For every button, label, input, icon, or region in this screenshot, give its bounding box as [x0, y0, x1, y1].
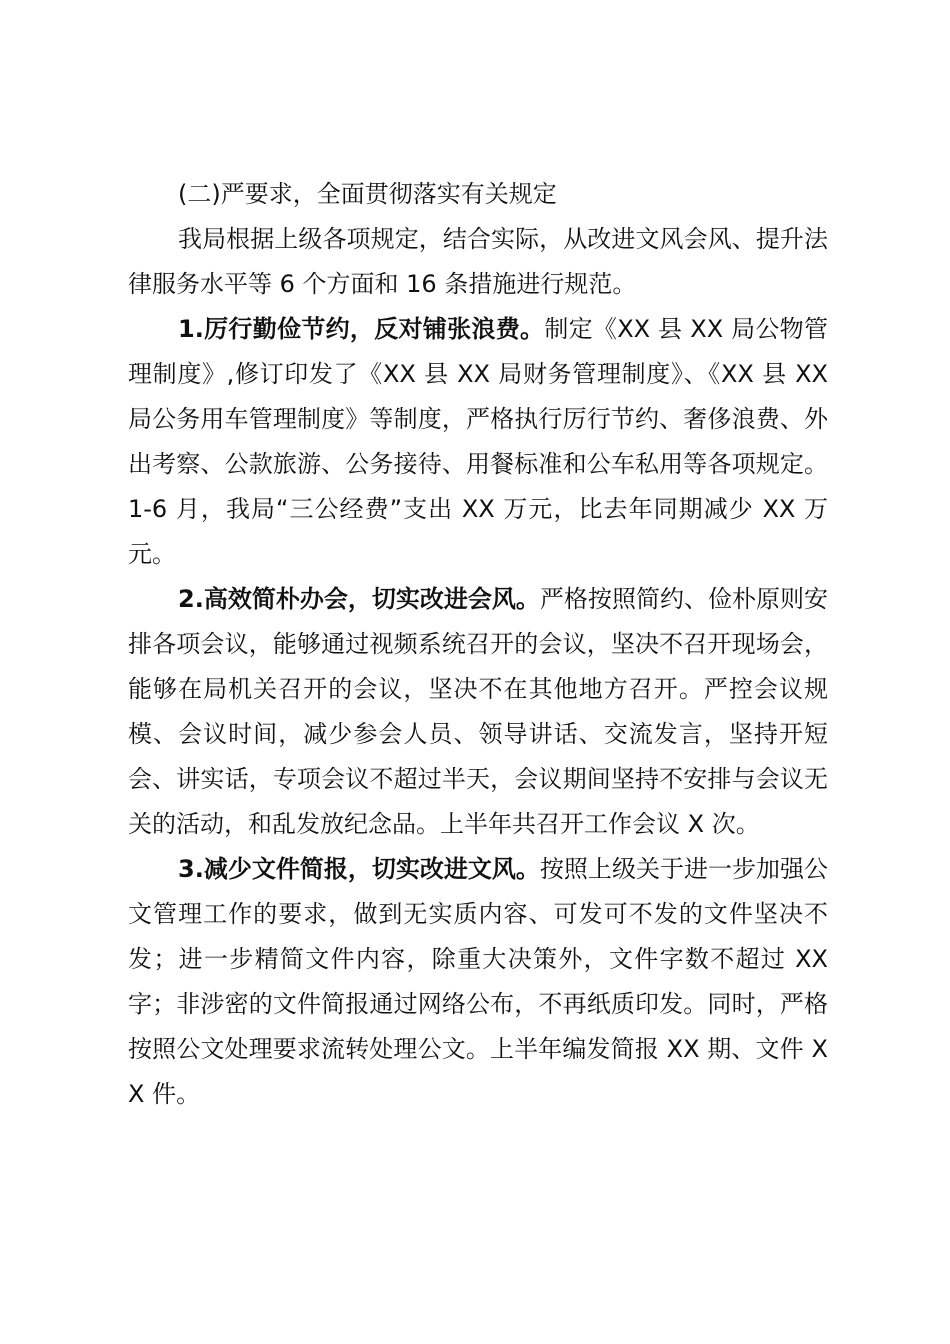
item-paragraph-2	[128, 577, 828, 847]
intro-paragraph: 我局根据上级各项规定，结合实际，从改进文风会风、提升法律服务水平等 6 个方面和 16 条措施进行规范。	[128, 225, 828, 298]
item-title-1: 1.厉行勤俭节约，反对铺张浪费。	[178, 315, 545, 343]
item-title-3: 3.减少文件简报，切实改进文风。	[178, 855, 540, 883]
item-body-2: 严格按照简约、俭朴原则安排各项会议，能够通过视频系统召开的会议，坚决不召开现场会，能够在局机关召开的会议，坚决不在其他地方召开。严控会议规模、会议时间，减少参会人员、领导讲话、交流发言，坚持开短会、讲实话，专项会议不超过半天，会议期间坚持不安排与会议无关的活动，和乱发放纪念品。上半年共召开工作会议 X 次。	[128, 585, 828, 838]
document-body	[128, 172, 828, 1117]
item-title-2: 2.高效简朴办会，切实改进会风。	[178, 585, 540, 613]
item-paragraph-1	[128, 307, 828, 577]
item-body-1: 制定《XX 县 XX 局公物管理制度》,修订印发了《XX 县 XX 局财务管理制度》、《XX 县 XX 局公务用车管理制度》等制度，严格执行厉行节约、奢侈浪费、外出考察、公款旅游、公务接待、用餐标准和公车私用等各项规定。1-6 月，我局“三公经费”支出 XX 万元，比去年同期减少 XX 万元。	[128, 315, 828, 568]
section-heading: (二)严要求，全面贯彻落实有关规定	[178, 180, 557, 208]
item-paragraph-3	[128, 847, 828, 1117]
item-body-3: 按照上级关于进一步加强公文管理工作的要求，做到无实质内容、可发可不发的文件坚决不发；进一步精简文件内容，除重大决策外，文件字数不超过 XX 字；非涉密的文件简报通过网络公布，不再纸质印发。同时，严格按照公文处理要求流转处理公文。上半年编发简报 XX 期、文件 XX 件。	[128, 855, 828, 1108]
